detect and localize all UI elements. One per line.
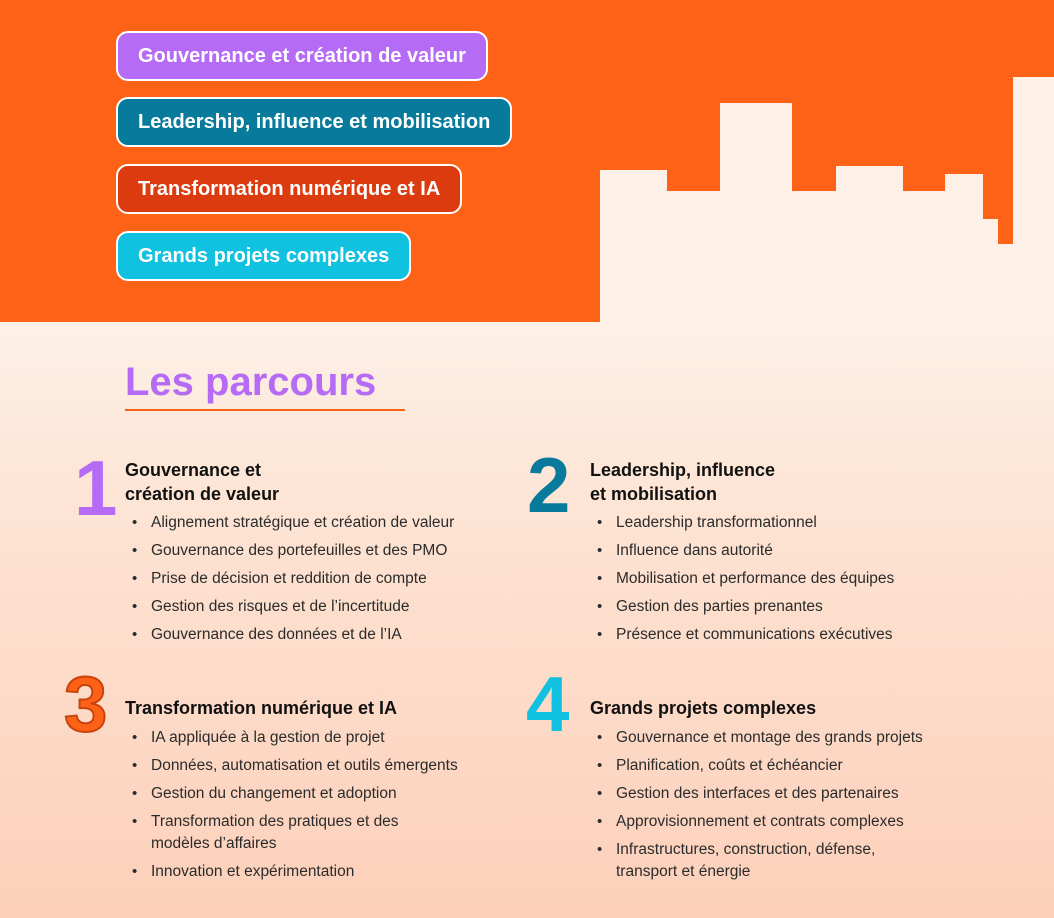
list-item-text: Gouvernance des portefeuilles et des PMO [151, 542, 448, 559]
list-item-text: Infrastructures, construction, défense, [616, 841, 876, 858]
list-item [125, 512, 454, 534]
list-item [590, 568, 894, 590]
list-item [590, 512, 894, 534]
list-item [125, 568, 454, 590]
bullet-icon: • [597, 598, 603, 615]
parcours-number-1: 1 [74, 444, 118, 532]
list-item [590, 811, 923, 833]
list-item [125, 624, 454, 646]
pill-transformation[interactable]: Transformation numérique et IA [116, 164, 462, 214]
list-item-text: IA appliquée à la gestion de projet [151, 729, 385, 746]
list-item [125, 540, 454, 562]
bullet-icon: • [597, 514, 603, 531]
list-item-text: Approvisionnement et contrats complexes [616, 813, 904, 830]
section-title: Les parcours [125, 360, 377, 404]
parcours-title-line: création de valeur [125, 484, 280, 504]
parcours-title-1 [125, 458, 279, 506]
bullet-icon: • [132, 785, 138, 802]
list-item [590, 540, 894, 562]
pill-grands-projets[interactable]: Grands projets complexes [116, 231, 411, 281]
pill-leadership[interactable]: Leadership, influence et mobilisation [116, 97, 512, 147]
bullet-icon: • [132, 863, 138, 880]
parcours-items-1 [125, 512, 454, 652]
bullet-icon: • [132, 626, 138, 643]
bullet-icon: • [597, 785, 603, 802]
list-item-text: Alignement stratégique et création de valeur [151, 514, 455, 531]
list-item [125, 727, 458, 749]
bullet-icon: • [132, 542, 138, 559]
bullet-icon: • [597, 841, 603, 858]
list-item-text: Innovation et expérimentation [151, 863, 355, 880]
bullet-icon: • [597, 570, 603, 587]
parcours-items-4 [590, 727, 923, 889]
bullet-icon: • [597, 757, 603, 774]
list-item-text: Transformation des pratiques et des [151, 813, 399, 830]
list-item-text: Gestion du changement et adoption [151, 785, 397, 802]
parcours-title-4 [590, 696, 816, 720]
parcours-title-line: Grands projets complexes [590, 698, 817, 718]
list-item [125, 755, 458, 777]
parcours-title-line: Gouvernance et [125, 460, 262, 480]
list-item [125, 783, 458, 805]
list-item [590, 727, 923, 749]
parcours-title-2 [590, 458, 775, 506]
parcours-number-4: 4 [526, 660, 570, 748]
list-item-continuation: modèles d’affaires [151, 835, 277, 852]
bullet-icon: • [597, 729, 603, 746]
title-underline [125, 409, 405, 411]
list-item-text: Prise de décision et reddition de compte [151, 570, 427, 587]
list-item-text: Mobilisation et performance des équipes [616, 570, 895, 587]
parcours-title-line: et mobilisation [590, 484, 718, 504]
list-item-text: Gestion des interfaces et des partenaires [616, 785, 899, 802]
bullet-icon: • [132, 514, 138, 531]
parcours-number-3: 3 [64, 660, 108, 748]
list-item-text: Gouvernance des données et de l’IA [151, 626, 402, 643]
list-item [590, 839, 923, 883]
bullet-icon: • [132, 813, 138, 830]
list-item [125, 811, 458, 855]
parcours-number-2: 2 [527, 441, 571, 529]
bullet-icon: • [132, 598, 138, 615]
list-item [590, 596, 894, 618]
list-item-text: Gouvernance et montage des grands projets [616, 729, 923, 746]
bullet-icon: • [132, 570, 138, 587]
list-item [590, 624, 894, 646]
list-item-text: Influence dans autorité [616, 542, 773, 559]
bullet-icon: • [132, 729, 138, 746]
list-item-text: Présence et communications exécutives [616, 626, 893, 643]
bullet-icon: • [597, 813, 603, 830]
list-item [125, 861, 458, 883]
list-item [590, 755, 923, 777]
parcours-title-line: Leadership, influence [590, 460, 776, 480]
list-item-text: Gestion des parties prenantes [616, 598, 823, 615]
bullet-icon: • [597, 626, 603, 643]
list-item [125, 596, 454, 618]
parcours-title-3 [125, 696, 397, 720]
parcours-items-3 [125, 727, 458, 889]
bullet-icon: • [597, 542, 603, 559]
list-item-text: Leadership transformationnel [616, 514, 817, 531]
list-item-text: Données, automatisation et outils émergents [151, 757, 458, 774]
list-item-text: Planification, coûts et échéancier [616, 757, 843, 774]
list-item-continuation: transport et énergie [616, 863, 751, 880]
list-item [590, 783, 923, 805]
hero-banner [0, 0, 1054, 322]
list-item-text: Gestion des risques et de l’incertitude [151, 598, 410, 615]
parcours-items-2 [590, 512, 894, 652]
parcours-title-line: Transformation numérique et IA [125, 698, 398, 718]
pill-gouvernance[interactable]: Gouvernance et création de valeur [116, 31, 488, 81]
bullet-icon: • [132, 757, 138, 774]
